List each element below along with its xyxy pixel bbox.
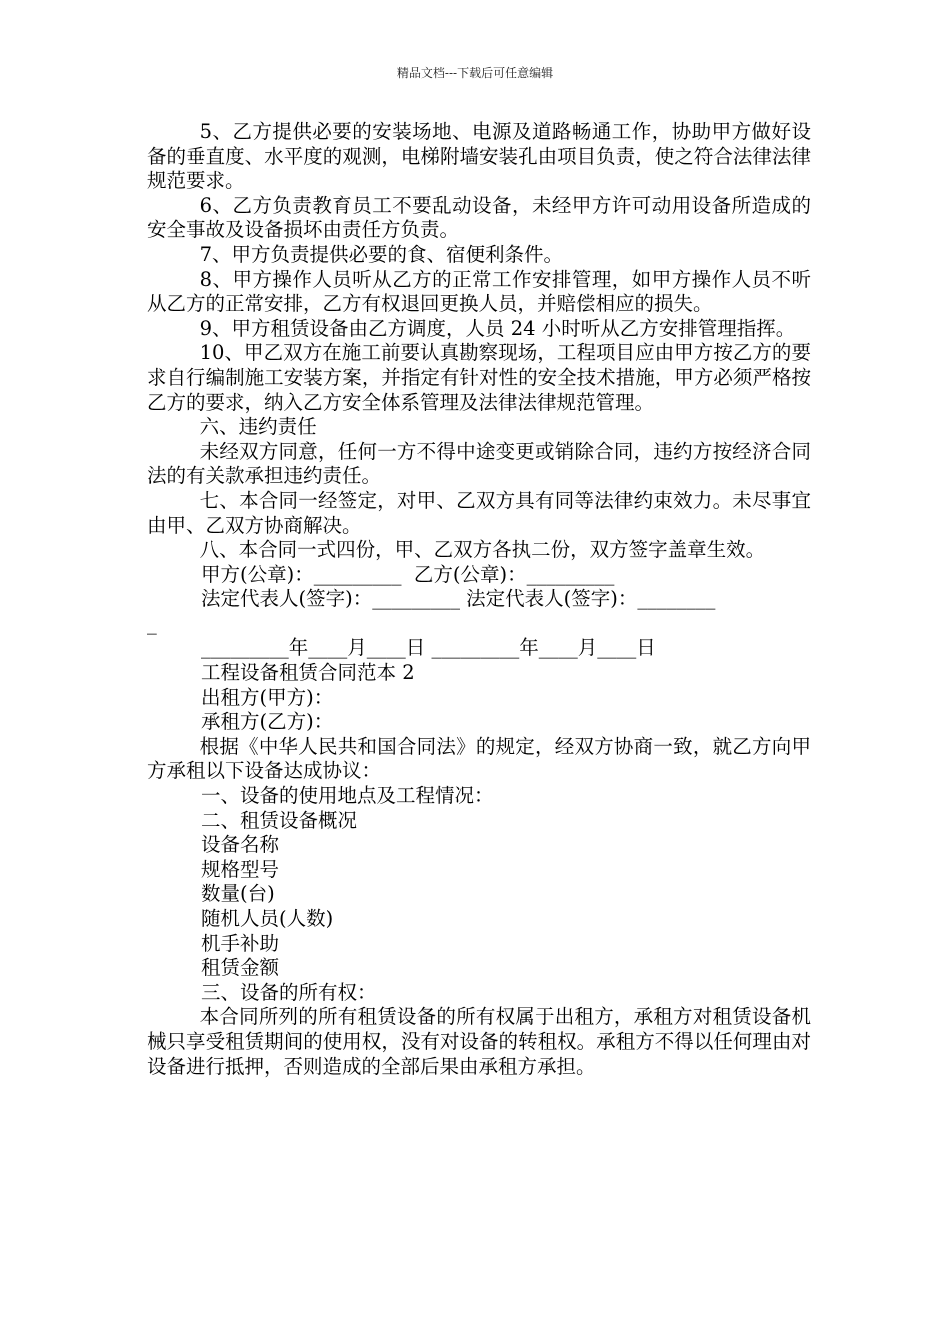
clause-10: 10、甲乙双方在施工前要认真勘察现场，工程项目应由甲方按乙方的要求自行编制施工安装方案，并指定有针对性的安全技术措施，甲方必须严格按乙方的要求，纳入乙方安全体系管理及法律法律规范管理。 (147, 341, 811, 414)
lessor-label: 出租方(甲方)： (201, 685, 334, 709)
document-body (147, 120, 811, 1079)
section-ownership: 三、设备的所有权： (201, 980, 377, 1004)
contract2-intro: 根据《中华人民共和国合同法》的规定，经双方协商一致，就乙方向甲方承租以下设备达成协议： (147, 734, 811, 783)
clause-5: 5、乙方提供必要的安装场地、电源及道路畅通工作，协助甲方做好设备的垂直度、水平度的观测，电梯附墙安装孔由项目负责，使之符合法律法律规范要求。 (147, 120, 811, 193)
field-operators: 随机人员(人数) (201, 907, 334, 930)
lessee-label: 承租方(乙方)： (201, 710, 334, 734)
field-quantity: 数量(台) (201, 882, 275, 906)
signature-seal-line: 甲方(公章)：_________ 乙方(公章)：_________ (201, 562, 615, 586)
breach-text: 未经双方同意，任何一方不得中途变更或销除合同，违约方按经济合同法的有关款承担违约责任。 (147, 439, 811, 488)
field-spec-model: 规格型号 (201, 857, 280, 881)
clause-7: 7、甲方负责提供必要的食、宿便利条件。 (199, 242, 564, 266)
signature-overflow: _ (147, 611, 157, 635)
clause-8: 8、甲方操作人员听从乙方的正常工作安排管理，如甲方操作人员不听从乙方的正常安排，乙方有权退回更换人员，并赔偿相应的损失。 (147, 267, 811, 316)
section-equipment-overview: 二、租赁设备概况 (201, 808, 358, 832)
contract2-title: 工程设备租赁合同范本 2 (201, 661, 415, 685)
section-breach-heading: 六、违约责任 (199, 415, 317, 439)
signature-date-line: _________年____月____日 _________年____月____日 (201, 636, 656, 660)
ownership-text: 本合同所列的所有租赁设备的所有权属于出租方，承租方对租赁设备机械只享受租赁期间的使用权，没有对设备的转租权。承租方不得以任何理由对设备进行抵押，否则造成的全部后果由承租方承担。 (147, 1005, 811, 1078)
section-eight: 八、本合同一式四份，甲、乙双方各执二份，双方签字盖章生效。 (199, 538, 766, 562)
field-equipment-name: 设备名称 (201, 833, 280, 857)
section-usage-location: 一、设备的使用地点及工程情况： (201, 784, 494, 808)
section-seven: 七、本合同一经签定，对甲、乙双方具有同等法律约束效力。未尽事宜由甲、乙双方协商解决。 (147, 488, 811, 537)
page-header: 精品文档---下载后可任意编辑 (396, 66, 554, 80)
clause-6: 6、乙方负责教育员工不要乱动设备，未经甲方许可动用设备所造成的安全事故及设备损坏由责任方负责。 (147, 193, 811, 242)
field-operator-allowance: 机手补助 (201, 931, 280, 955)
signature-representative-line: 法定代表人(签字)：_________ 法定代表人(签字)：________ (201, 587, 716, 611)
field-rental-amount: 租赁金额 (201, 956, 280, 980)
clause-9: 9、甲方租赁设备由乙方调度，人员 24 小时听从乙方安排管理指挥。 (199, 316, 796, 340)
